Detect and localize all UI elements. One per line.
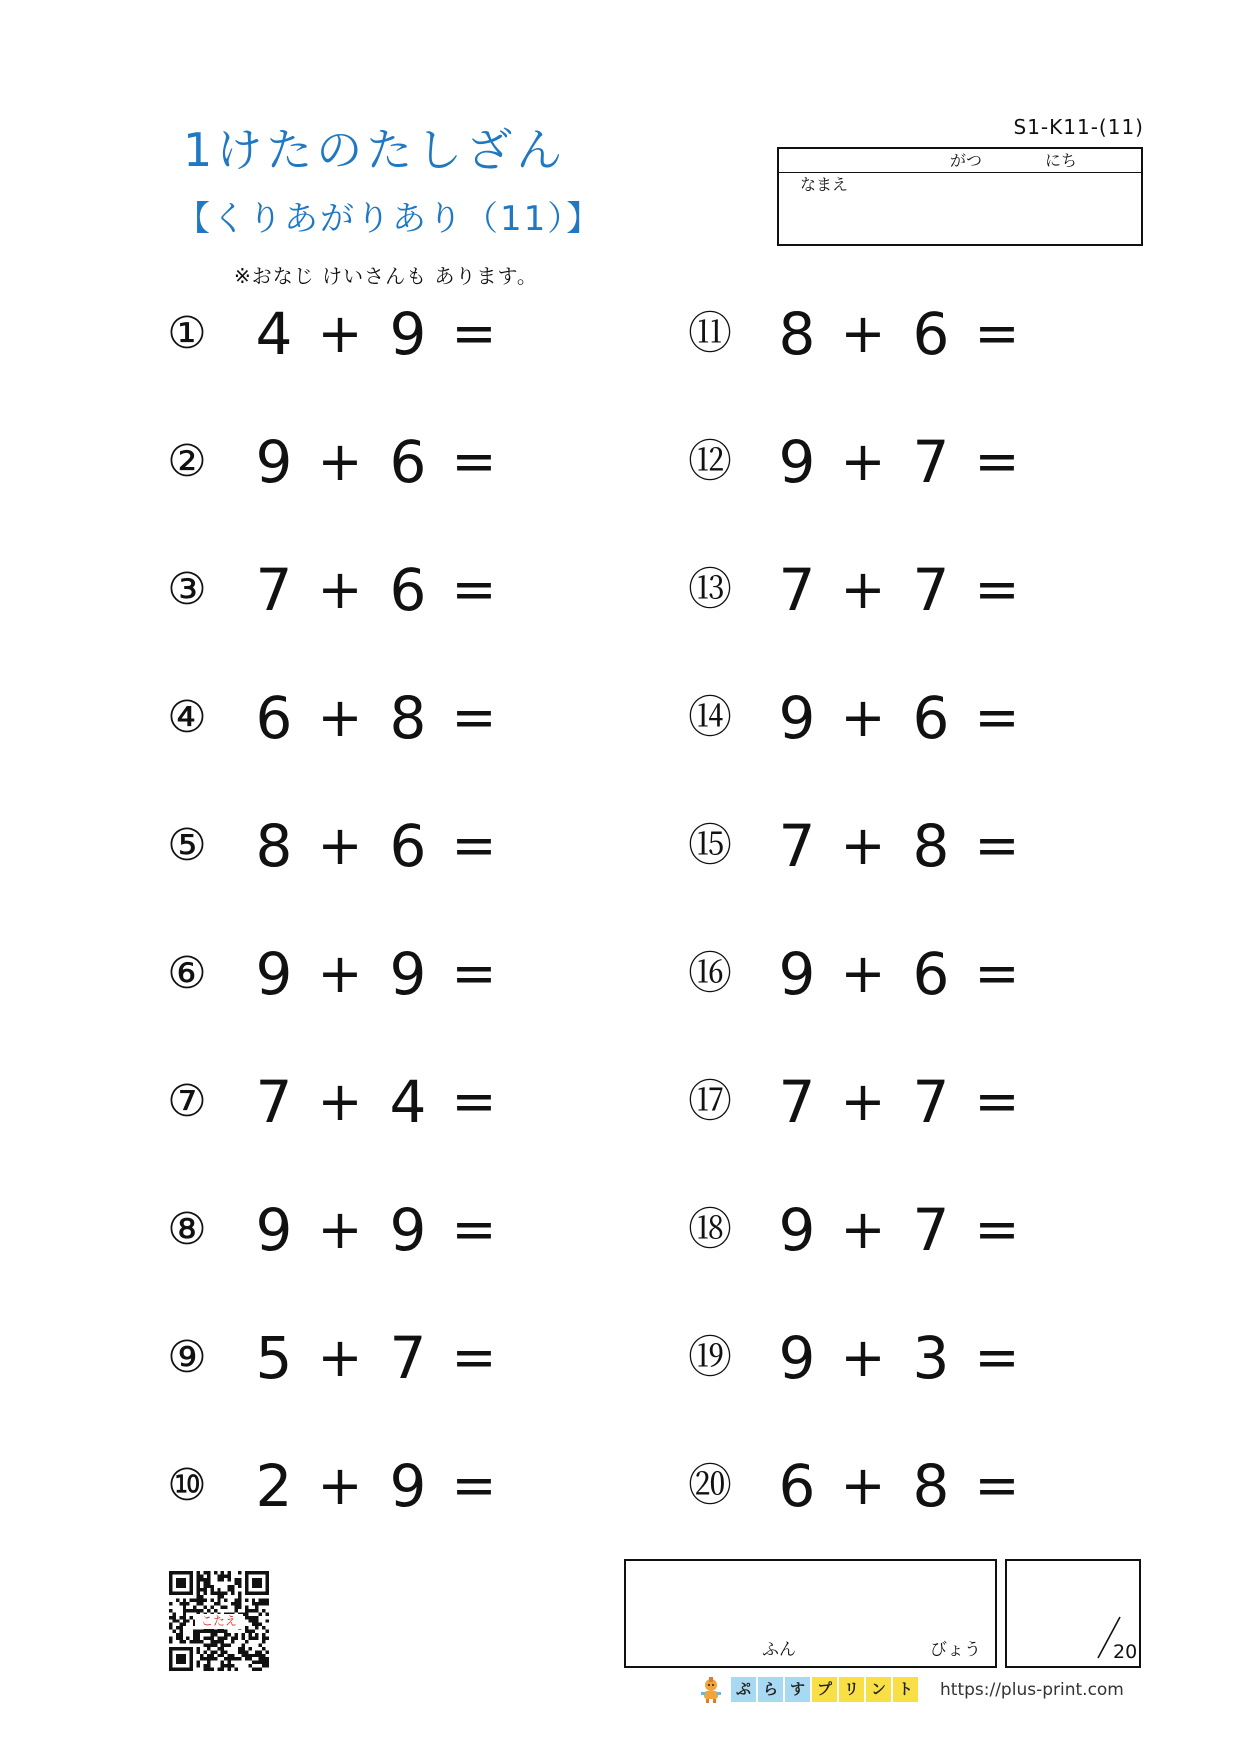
equals-sign: = [974,686,1020,749]
second-addend: 6 [389,428,427,496]
problem-number: ⑦ [167,1076,207,1127]
equals-sign: = [451,302,497,365]
plus-sign: + [317,558,363,621]
second-addend: 7 [912,1196,950,1264]
plus-sign: + [840,430,886,493]
qr-finder-pattern [245,1571,269,1595]
first-addend: 9 [778,1196,816,1264]
equals-sign: = [451,814,497,877]
problem-number: ② [167,436,207,487]
first-addend: 8 [778,300,816,368]
problem-number: ⑫ [688,436,732,487]
first-addend: 9 [778,1324,816,1392]
logo-tile: ぷ [731,1677,756,1702]
problem-number: ⑬ [688,564,732,615]
problem-number: ⑥ [167,948,207,999]
worksheet-subtitle: 【くりあがりあり（11）】 [176,199,603,239]
plus-sign: + [317,1326,363,1389]
first-addend: 2 [255,1452,293,1520]
second-addend: 8 [389,684,427,752]
second-addend: 6 [912,940,950,1008]
first-addend: 9 [255,428,293,496]
equals-sign: = [974,558,1020,621]
worksheet-note: ※おなじ けいさんも あります。 [234,264,538,288]
problem-number: ⑰ [688,1076,732,1127]
plus-sign: + [317,430,363,493]
first-addend: 9 [255,940,293,1008]
plus-sign: + [317,942,363,1005]
seconds-label: びょう [930,1640,981,1660]
first-addend: 6 [255,684,293,752]
second-addend: 9 [389,300,427,368]
minutes-label: ふん [762,1640,796,1660]
plus-sign: + [317,1454,363,1517]
equals-sign: = [974,814,1020,877]
equals-sign: = [974,302,1020,365]
problem-number: ⑲ [688,1332,732,1383]
logo-tile: ト [893,1677,918,1702]
day-label: にち [1045,151,1078,170]
first-addend: 5 [255,1324,293,1392]
name-box-divider [779,172,1141,173]
second-addend: 8 [912,1452,950,1520]
logo-tile: リ [839,1677,864,1702]
score-total: 20 [1113,1641,1138,1663]
plus-sign: + [840,686,886,749]
plus-sign: + [317,686,363,749]
second-addend: 8 [912,812,950,880]
second-addend: 4 [389,1068,427,1136]
equals-sign: = [974,1070,1020,1133]
first-addend: 9 [255,1196,293,1264]
qr-finder-pattern [169,1647,193,1671]
name-label: なまえ [800,175,849,194]
month-label: がつ [950,151,983,170]
second-addend: 9 [389,940,427,1008]
worksheet-title: 1けたのたしざん [183,123,567,177]
logo-tile: す [785,1677,810,1702]
worksheet-code: S1-K11-(11) [1013,115,1144,139]
problem-number: ⑮ [688,820,732,871]
plus-sign: + [840,302,886,365]
first-addend: 6 [778,1452,816,1520]
qr-finder-pattern [169,1571,193,1595]
equals-sign: = [451,1454,497,1517]
plus-sign: + [840,1326,886,1389]
second-addend: 9 [389,1196,427,1264]
equals-sign: = [451,942,497,1005]
first-addend: 4 [255,300,293,368]
equals-sign: = [974,1454,1020,1517]
plus-sign: + [317,1070,363,1133]
plus-sign: + [317,814,363,877]
problem-number: ⑪ [688,308,732,359]
equals-sign: = [451,1198,497,1261]
time-box [624,1559,997,1668]
plus-sign: + [840,558,886,621]
equals-sign: = [974,942,1020,1005]
first-addend: 7 [778,812,816,880]
problem-number: ⑤ [167,820,207,871]
second-addend: 6 [389,812,427,880]
plus-print-logo [699,1676,929,1704]
plus-sign: + [840,1070,886,1133]
plus-sign: + [840,1198,886,1261]
equals-sign: = [451,430,497,493]
logo-tile: ら [758,1677,783,1702]
site-url: https://plus-print.com [940,1680,1124,1700]
logo-tile: プ [812,1677,837,1702]
problem-number: ⑱ [688,1204,732,1255]
second-addend: 7 [912,428,950,496]
second-addend: 7 [912,1068,950,1136]
equals-sign: = [451,1326,497,1389]
logo-tile: ン [866,1677,891,1702]
first-addend: 9 [778,428,816,496]
problem-number: ⑧ [167,1204,207,1255]
problem-number: ⑭ [688,692,732,743]
equals-sign: = [974,430,1020,493]
name-date-box [777,147,1143,246]
problem-number: ⑨ [167,1332,207,1383]
second-addend: 3 [912,1324,950,1392]
first-addend: 9 [778,684,816,752]
second-addend: 7 [912,556,950,624]
plus-sign: + [840,942,886,1005]
problem-number: ③ [167,564,207,615]
mascot-icon [699,1677,723,1703]
problem-number: ⑳ [688,1460,732,1511]
second-addend: 6 [912,684,950,752]
equals-sign: = [451,558,497,621]
second-addend: 9 [389,1452,427,1520]
equals-sign: = [974,1198,1020,1261]
second-addend: 6 [912,300,950,368]
problem-number: ⑩ [167,1460,207,1511]
score-box [1005,1559,1141,1668]
first-addend: 7 [255,1068,293,1136]
problem-number: ⑯ [688,948,732,999]
plus-sign: + [840,814,886,877]
plus-sign: + [317,302,363,365]
equals-sign: = [451,686,497,749]
problem-number: ① [167,308,207,359]
equals-sign: = [451,1070,497,1133]
equals-sign: = [974,1326,1020,1389]
first-addend: 7 [255,556,293,624]
answer-qr-code [169,1571,269,1671]
problem-number: ④ [167,692,207,743]
second-addend: 6 [389,556,427,624]
plus-sign: + [317,1198,363,1261]
plus-sign: + [840,1454,886,1517]
qr-answer-label: こたえ [195,1614,243,1629]
first-addend: 7 [778,1068,816,1136]
first-addend: 8 [255,812,293,880]
first-addend: 9 [778,940,816,1008]
second-addend: 7 [389,1324,427,1392]
first-addend: 7 [778,556,816,624]
